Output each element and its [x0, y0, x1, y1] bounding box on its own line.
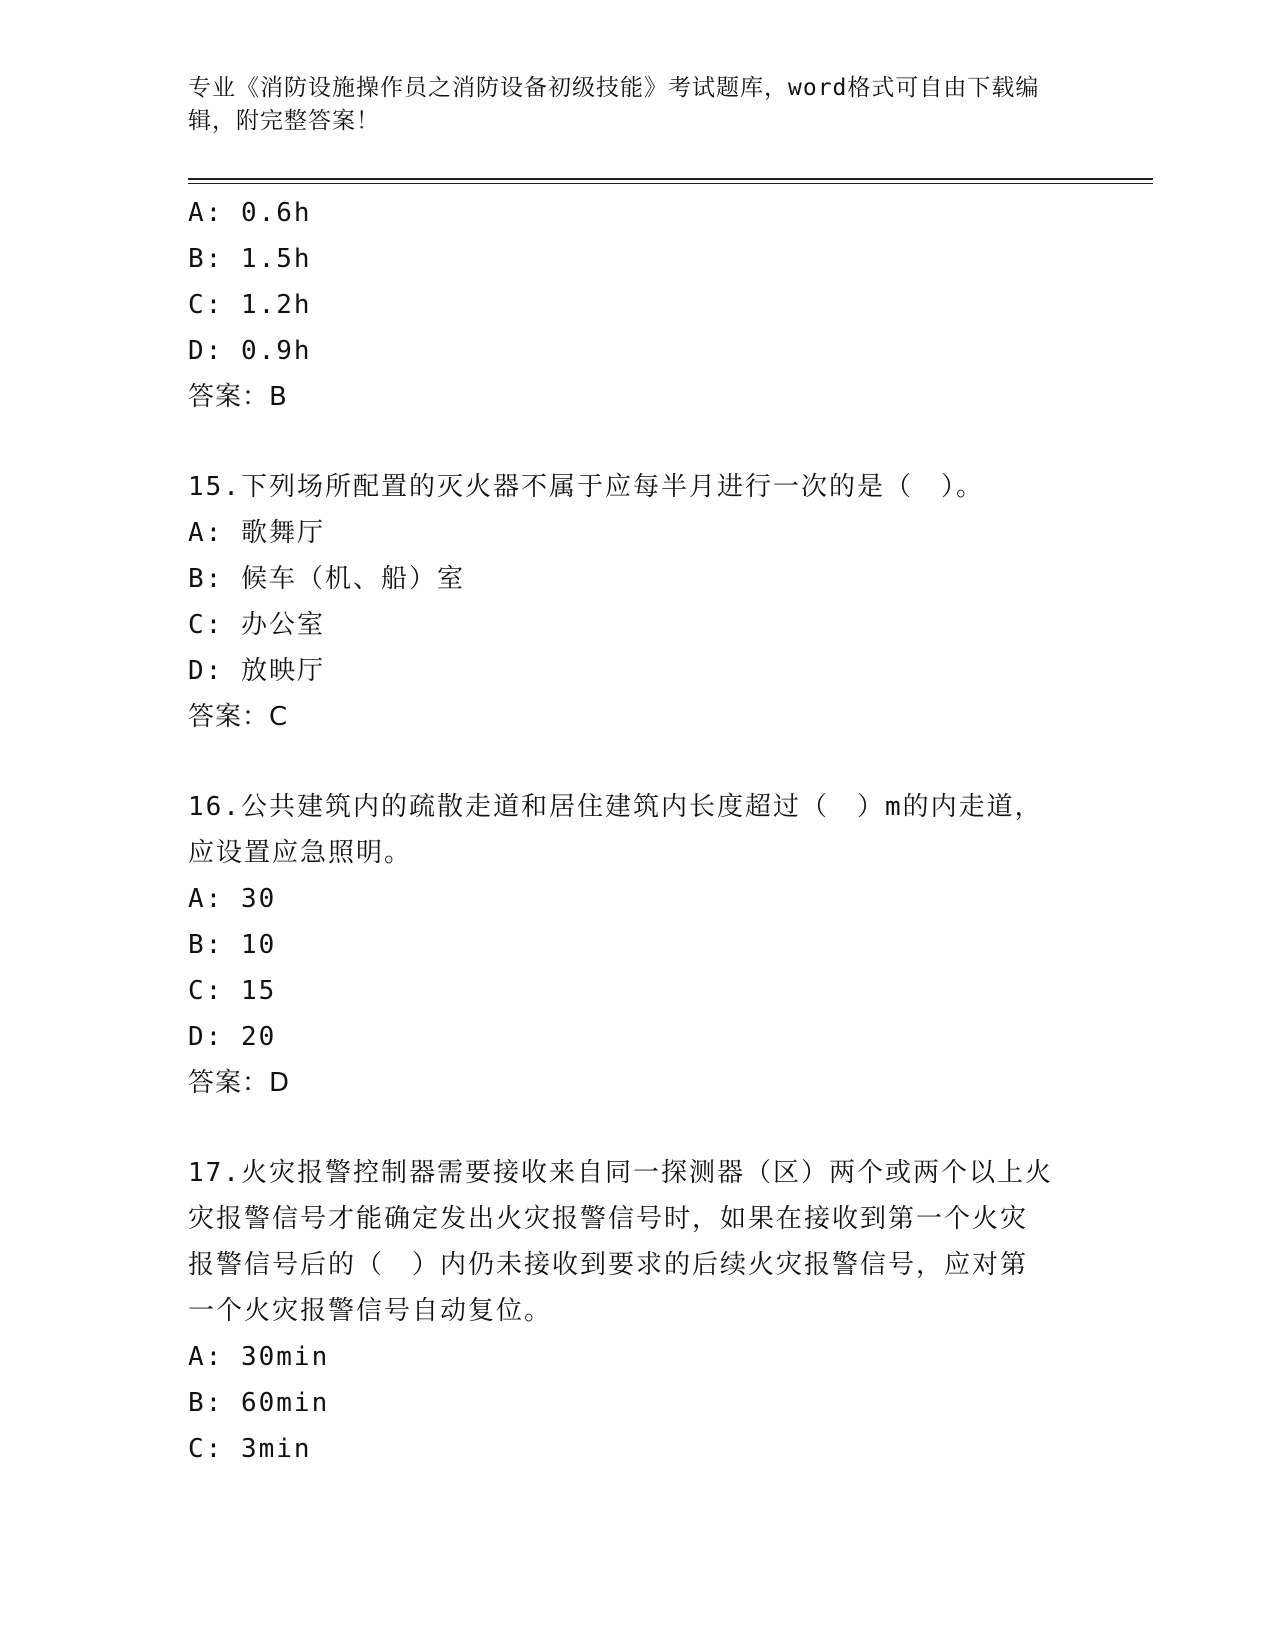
question-text-line-2: 灾报警信号才能确定发出火灾报警信号时，如果在接收到第一个火灾	[188, 1204, 1029, 1234]
option-a: A: 0.6h	[188, 198, 312, 228]
option-b: B: 10	[188, 930, 277, 960]
spacer	[188, 420, 1088, 464]
header-divider-bottom	[188, 183, 1153, 184]
question-text-line-4: 一个火灾报警信号自动复位。	[188, 1296, 553, 1326]
option-b: B: 候车（机、船）室	[188, 564, 465, 594]
question-list	[188, 190, 1088, 1472]
question-text-line-1: 17.火灾报警控制器需要接收来自同一探测器（区）两个或两个以上火	[188, 1158, 1053, 1188]
header-line-1: 专业《消防设施操作员之消防设备初级技能》考试题库，word格式可自由下载编	[188, 75, 1040, 101]
option-c: C: 办公室	[188, 610, 325, 640]
header-divider-top	[188, 178, 1153, 180]
option-a: A: 30	[188, 884, 277, 914]
header-line-2: 辑，附完整答案！	[188, 108, 380, 134]
spacer	[188, 1106, 1088, 1150]
option-c: C: 1.2h	[188, 290, 312, 320]
option-d: D: 20	[188, 1022, 277, 1052]
answer: 答案：B	[188, 382, 288, 412]
option-a: A: 30min	[188, 1342, 330, 1372]
question-text-line-2: 应设置应急照明。	[188, 838, 413, 868]
question-15	[188, 464, 1088, 740]
question-14	[188, 190, 1088, 420]
document-header	[188, 72, 1068, 138]
answer: 答案：D	[188, 1068, 291, 1098]
option-c: C: 3min	[188, 1434, 312, 1464]
spacer	[188, 740, 1088, 784]
question-text: 15.下列场所配置的灭火器不属于应每半月进行一次的是（ ）。	[188, 472, 984, 502]
question-text-line-1: 16.公共建筑内的疏散走道和居住建筑内长度超过（ ）m的内走道，	[188, 792, 1043, 822]
option-b: B: 60min	[188, 1388, 330, 1418]
option-d: D: 放映厅	[188, 656, 325, 686]
answer: 答案：C	[188, 702, 289, 732]
option-c: C: 15	[188, 976, 277, 1006]
question-17	[188, 1150, 1088, 1472]
question-16	[188, 784, 1088, 1106]
question-text-line-3: 报警信号后的（ ）内仍未接收到要求的后续火灾报警信号，应对第	[188, 1250, 1029, 1280]
option-d: D: 0.9h	[188, 336, 312, 366]
option-a: A: 歌舞厅	[188, 518, 325, 548]
option-b: B: 1.5h	[188, 244, 312, 274]
